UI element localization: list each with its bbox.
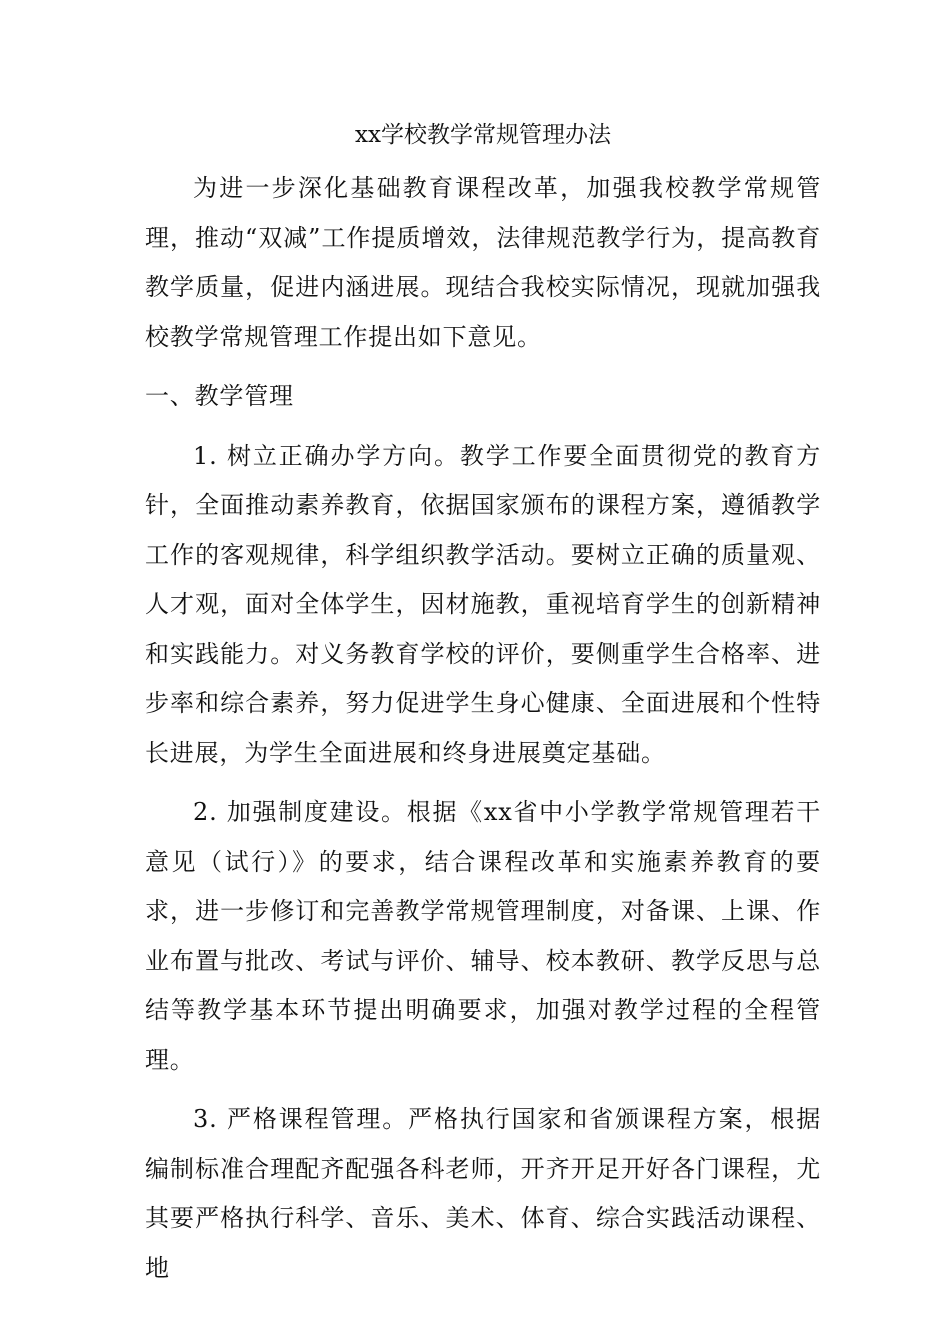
item-1-paragraph: 1. 树立正确办学方向。教学工作要全面贯彻党的教育方针，全面推动素养教育，依据国家颁布的课程方案，遵循教学工作的客观规律，科学组织教学活动。要树立正确的质量观、人才观，面对全体学生，因材施教，重视培育学生的创新精神和实践能力。对义务教育学校的评价，要侧重学生合格率、进步率和综合素养，努力促进学生身心健康、全面进展和个性特长进展，为学生全面进展和终身进展奠定基础。 [145, 441, 821, 767]
item-3-paragraph: 3. 严格课程管理。严格执行国家和省颁课程方案，根据编制标准合理配齐配强各科老师，开齐开足开好各门课程，尤其要严格执行科学、音乐、美术、体育、综合实践活动课程、地 [145, 1105, 821, 1282]
section-heading-teaching-management: 一、教学管理 [145, 382, 294, 410]
document-page [145, 112, 821, 1303]
item-2-paragraph: 2. 加强制度建设。根据《xx省中小学教学常规管理若干意见（试行）》的要求，结合课程改革和实施素养教育的要求，进一步修订和完善教学常规管理制度，对备课、上课、作业布置与批改、考试与评价、辅导、校本教研、教学反思与总结等教学基本环节提出明确要求，加强对教学过程的全程管理。 [145, 798, 821, 1074]
intro-paragraph: 为进一步深化基础教育课程改革，加强我校教学常规管理，推动“双减”工作提质增效，法律规范教学行为，提高教育教学质量，促进内涵进展。现结合我校实际情况，现就加强我校教学常规管理工作提出如下意见。 [145, 174, 821, 351]
document-title: xx学校教学常规管理办法 [355, 122, 611, 148]
